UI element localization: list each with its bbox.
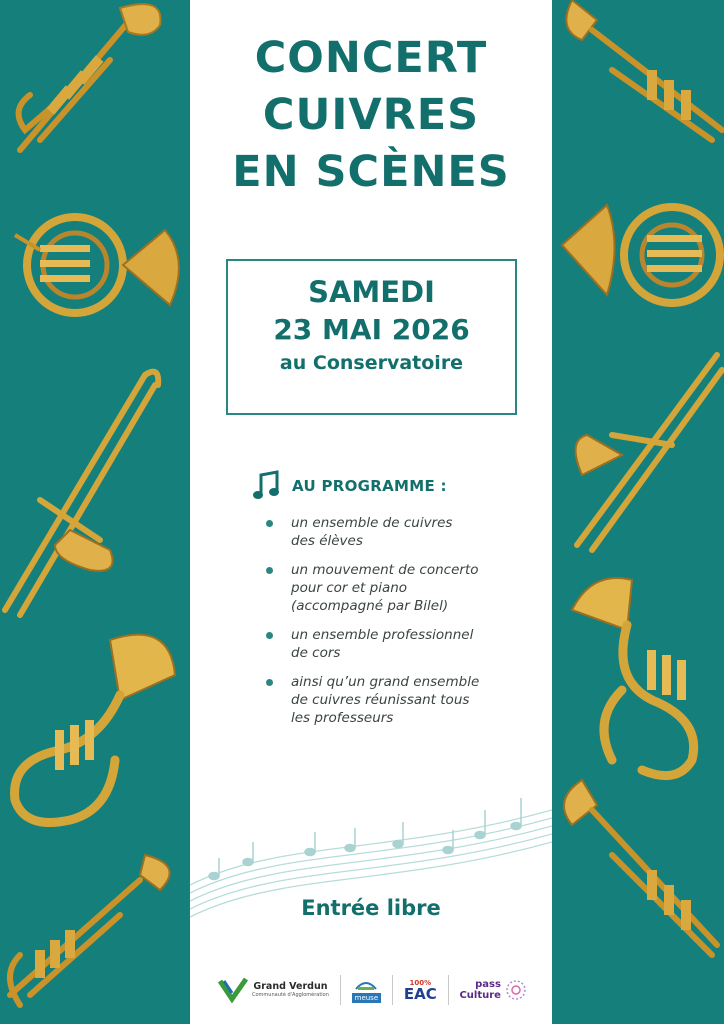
- french-horn-image: [5, 205, 190, 325]
- list-item: un mouvement de concerto pour cor et piano (accompagné par Bilel): [264, 561, 534, 615]
- center-panel: [190, 0, 552, 1024]
- divider: [340, 975, 341, 1005]
- meuse-icon: [354, 977, 378, 991]
- trombone-image: [552, 345, 724, 555]
- pass-culture-icon: [504, 978, 528, 1002]
- title-line-1: CONCERT: [254, 33, 488, 83]
- trumpet-image: [552, 0, 724, 150]
- date-box: [226, 259, 517, 415]
- trumpet-image: [0, 0, 190, 180]
- french-horn-image: [552, 185, 724, 320]
- right-instrument-panel: [552, 0, 724, 1024]
- bullet-icon: [266, 567, 273, 574]
- entry-info: Entrée libre: [301, 896, 441, 920]
- music-note-icon: [252, 470, 280, 502]
- programme-header: [252, 470, 447, 502]
- grand-verdun-icon: [218, 977, 248, 1003]
- pass-culture-logo: pass Culture: [459, 970, 528, 1010]
- meuse-logo: meuse: [352, 970, 382, 1010]
- bullet-icon: [266, 520, 273, 527]
- list-item: un ensemble professionnel de cors: [264, 626, 534, 662]
- bullet-icon: [266, 679, 273, 686]
- left-instrument-panel: [0, 0, 190, 1024]
- eac-logo: 100% EAC: [403, 978, 437, 1003]
- trumpet-image: [0, 845, 190, 1024]
- list-item: un ensemble de cuivres des élèves: [264, 514, 534, 550]
- bullet-icon: [266, 632, 273, 639]
- euphonium-image: [552, 570, 724, 790]
- euphonium-image: [0, 620, 190, 840]
- date-full: 23 MAI 2026: [273, 313, 470, 346]
- trumpet-image: [552, 775, 724, 975]
- title-line-2: CUIVRES: [262, 90, 480, 140]
- list-item: ainsi qu’un grand ensemble de cuivres réunissant tous les professeurs: [264, 673, 534, 727]
- title-line-3: EN SCÈNES: [232, 147, 510, 197]
- grand-verdun-logo: Grand Verdun Communauté d'Agglomération: [218, 970, 329, 1010]
- divider: [448, 975, 449, 1005]
- poster-title: [190, 30, 552, 201]
- programme-heading: AU PROGRAMME :: [292, 477, 447, 495]
- partner-logos: [218, 968, 528, 1012]
- venue: au Conservatoire: [279, 352, 464, 374]
- divider: [392, 975, 393, 1005]
- trombone-image: [0, 360, 190, 620]
- programme-list: [264, 514, 534, 738]
- date-day: SAMEDI: [308, 275, 435, 309]
